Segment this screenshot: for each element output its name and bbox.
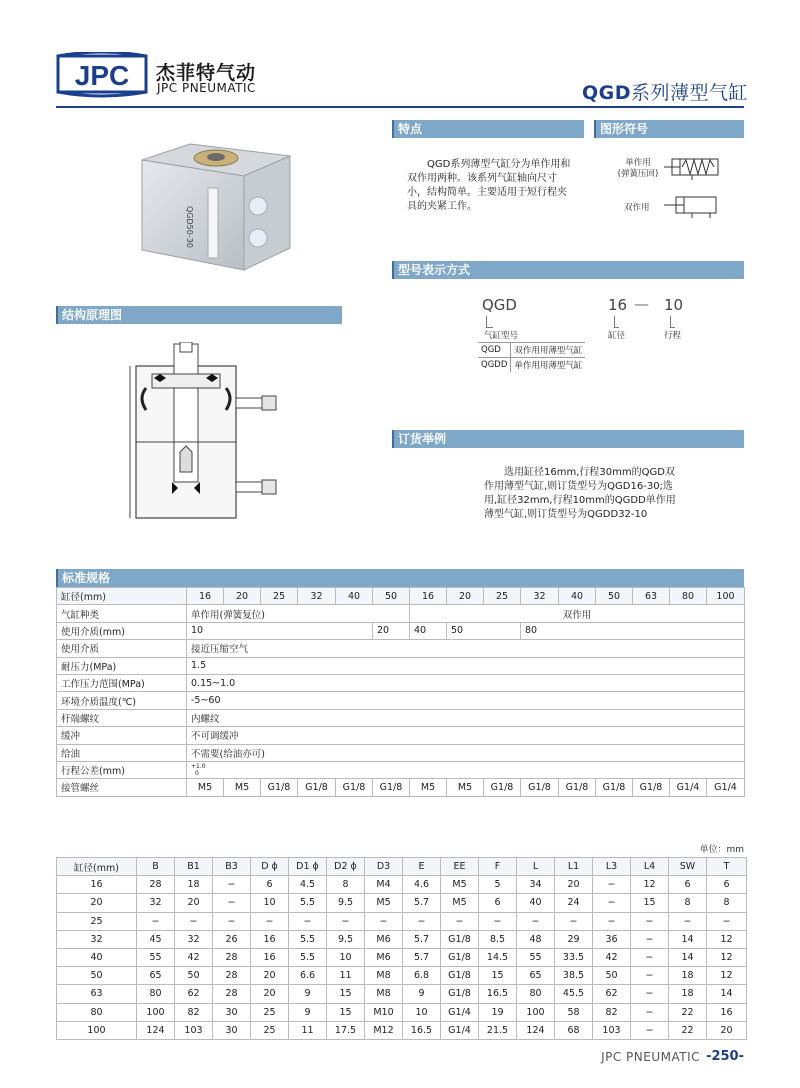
dims-cell: 58: [555, 1003, 593, 1021]
dims-cell: 5.7: [403, 894, 441, 912]
dims-header-cell: B1: [175, 858, 213, 876]
dims-header-cell: L1: [555, 858, 593, 876]
symbols-heading: 图形符号: [594, 120, 744, 138]
spec-heading: 标准规格: [56, 569, 744, 587]
dims-header-cell: T: [707, 858, 747, 876]
table-row: [57, 948, 747, 966]
spec-row-port: [57, 779, 745, 796]
dims-cell: 80: [137, 985, 175, 1003]
dims-header-cell: D3: [365, 858, 403, 876]
dims-header-cell: B3: [213, 858, 251, 876]
spec-port-cell: G1/4: [670, 779, 707, 796]
table-row: [57, 1021, 747, 1039]
dims-cell: 42: [593, 948, 631, 966]
dims-header-cell: D2 ϕ: [327, 858, 365, 876]
single-acting-label: [617, 158, 659, 180]
spec-medium-value: 80: [521, 622, 745, 639]
spec-medium-value: 50: [447, 622, 521, 639]
dims-cell: 6.6: [289, 967, 327, 985]
spec-bore-cell: 63: [633, 588, 670, 605]
dims-cell: −: [707, 912, 747, 930]
dims-cell: M5: [441, 894, 479, 912]
dims-cell: 16: [251, 930, 289, 948]
dims-cell: −: [213, 876, 251, 894]
spec-bore-cell: 16: [187, 588, 224, 605]
spec-port-cell: M5: [187, 779, 224, 796]
dims-header-cell: L3: [593, 858, 631, 876]
dims-cell: 24: [555, 894, 593, 912]
dims-cell: 5.7: [403, 948, 441, 966]
dims-cell: 55: [517, 948, 555, 966]
dims-cell: 16: [707, 1003, 747, 1021]
title-code: QGD: [581, 82, 631, 104]
dims-cell: 10: [327, 948, 365, 966]
spec-lube-label: 给油: [57, 744, 187, 761]
product-photo: [130, 138, 300, 278]
spec-row-working: [57, 674, 745, 691]
spec-port-cell: G1/8: [373, 779, 410, 796]
dims-cell: 6: [669, 876, 707, 894]
stroke-label: 行程: [664, 331, 682, 341]
title-cn: 系列薄型气缸: [630, 82, 748, 104]
footer-brand: JPC PNEUMATIC: [601, 1050, 700, 1064]
spec-bore-cell: 32: [521, 588, 559, 605]
dims-cell: −: [631, 930, 669, 948]
dims-cell: 19: [479, 1003, 517, 1021]
dims-cell: 14: [669, 948, 707, 966]
dims-cell: 4.6: [403, 876, 441, 894]
spec-bore-cell: 25: [484, 588, 521, 605]
dims-cell: M10: [365, 1003, 403, 1021]
spec-row-bore: [57, 588, 745, 605]
spec-row-temp: [57, 692, 745, 709]
dims-cell: 25: [251, 1021, 289, 1039]
double-acting-label: 双作用: [624, 203, 650, 213]
model-dash: —: [634, 295, 649, 313]
spec-bore-cell: 40: [336, 588, 373, 605]
dims-cell: 36: [593, 930, 631, 948]
spec-port-cell: G1/8: [298, 779, 336, 796]
dims-cell: 103: [175, 1021, 213, 1039]
dims-cell: 20: [707, 1021, 747, 1039]
dims-cell: −: [441, 912, 479, 930]
dims-cell: 103: [593, 1021, 631, 1039]
spec-row-tolerance: [57, 761, 745, 778]
dims-cell: 22: [669, 1021, 707, 1039]
dims-cell: 50: [57, 967, 137, 985]
dims-header-cell: E: [403, 858, 441, 876]
dims-cell: −: [327, 912, 365, 930]
dims-cell: 100: [57, 1021, 137, 1039]
dims-cell: −: [403, 912, 441, 930]
dims-cell: 80: [57, 1003, 137, 1021]
dims-cell: 29: [555, 930, 593, 948]
dims-cell: 124: [517, 1021, 555, 1039]
dims-cell: −: [251, 912, 289, 930]
dims-cell: 30: [213, 1003, 251, 1021]
dims-header-cell: F: [479, 858, 517, 876]
dims-cell: 6: [251, 876, 289, 894]
model-type-code: QGDD: [478, 358, 511, 373]
dims-header-cell: EE: [441, 858, 479, 876]
dims-cell: 15: [631, 894, 669, 912]
dims-cell: −: [631, 985, 669, 1003]
spec-port-cell: G1/8: [261, 779, 298, 796]
spec-proof-value: 1.5: [187, 657, 745, 674]
brand-name-cn: 杰菲特气动: [156, 62, 257, 84]
spec-row-lube: [57, 744, 745, 761]
dims-cell: 8: [327, 876, 365, 894]
dims-cell: 16: [57, 876, 137, 894]
spec-bore-cell: 80: [670, 588, 707, 605]
dims-cell: 28: [213, 948, 251, 966]
dims-cell: −: [631, 1003, 669, 1021]
title-rule: [56, 106, 744, 108]
dims-cell: 80: [517, 985, 555, 1003]
spec-port-cell: G1/8: [596, 779, 633, 796]
dims-cell: 8: [669, 894, 707, 912]
table-row: [57, 985, 747, 1003]
table-row: [57, 894, 747, 912]
dims-header-cell: D1 ϕ: [289, 858, 327, 876]
dims-table: [56, 857, 747, 1040]
spec-bore-cell: 20: [447, 588, 484, 605]
dims-cell: 9.5: [327, 894, 365, 912]
dims-cell: −: [175, 912, 213, 930]
dims-cell: M12: [365, 1021, 403, 1039]
dims-cell: −: [593, 876, 631, 894]
model-code-bracket: [486, 316, 493, 328]
single-acting-line1: 单作用: [625, 158, 651, 168]
dims-cell: 16: [251, 948, 289, 966]
spec-proof-label: 耐压力(MPa): [57, 657, 187, 674]
dims-cell: M6: [365, 948, 403, 966]
spec-port-cell: G1/4: [707, 779, 745, 796]
dims-unit: 单位：mm: [699, 845, 744, 855]
dims-cell: −: [593, 894, 631, 912]
dims-cell: −: [289, 912, 327, 930]
spec-port-cell: G1/8: [521, 779, 559, 796]
bore-bracket: [614, 316, 619, 328]
single-acting-line2: (弹簧压回): [617, 169, 659, 179]
dims-header-cell: D ϕ: [251, 858, 289, 876]
spec-port-cell: M5: [224, 779, 261, 796]
dims-cell: 10: [251, 894, 289, 912]
dims-cell: G1/8: [441, 985, 479, 1003]
dims-cell: 11: [289, 1021, 327, 1039]
ordering-heading: 订货举例: [392, 430, 744, 448]
dims-cell: G1/8: [441, 930, 479, 948]
dims-cell: 15: [327, 985, 365, 1003]
spec-bore-cell: 20: [224, 588, 261, 605]
dims-cell: 28: [213, 967, 251, 985]
dims-cell: 9: [289, 1003, 327, 1021]
dims-cell: 17.5: [327, 1021, 365, 1039]
spec-medium-value: 20: [373, 622, 410, 639]
dims-cell: 12: [707, 948, 747, 966]
dims-cell: M8: [365, 967, 403, 985]
dims-cell: 62: [175, 985, 213, 1003]
dims-cell: 42: [175, 948, 213, 966]
dims-cell: M5: [441, 876, 479, 894]
dims-cell: 15: [479, 967, 517, 985]
dims-cell: 26: [213, 930, 251, 948]
spec-row-type: [57, 605, 745, 622]
dims-cell: −: [213, 894, 251, 912]
dims-cell: −: [593, 912, 631, 930]
dims-cell: 9: [289, 985, 327, 1003]
dims-cell: 15: [327, 1003, 365, 1021]
dims-cell: G1/8: [441, 948, 479, 966]
spec-tol-upper: +1.0: [191, 763, 206, 771]
brand-name-en: JPC PNEUMATIC: [157, 81, 256, 95]
spec-thread-label: 杆端螺纹: [57, 709, 187, 726]
dims-cell: 50: [175, 967, 213, 985]
spec-bore-label: 缸径(mm): [57, 588, 187, 605]
table-row: [57, 912, 747, 930]
single-acting-symbol-icon: [662, 155, 722, 185]
spec-type-label: 气缸种类: [57, 605, 187, 622]
product-label: QGD50-30: [185, 206, 194, 248]
spec-tol-lower: 0: [195, 770, 199, 778]
dims-cell: 9: [403, 985, 441, 1003]
spec-lube-value: 不需要(给油亦可): [187, 744, 745, 761]
spec-thread-value: 内螺纹: [187, 709, 745, 726]
dims-cell: 6: [707, 876, 747, 894]
bore-label: 缸径: [608, 331, 626, 341]
model-type-desc: 单作用用薄型气缸: [511, 358, 586, 373]
dims-cell: −: [669, 912, 707, 930]
dims-header-cell: L4: [631, 858, 669, 876]
dims-cell: 8: [707, 894, 747, 912]
jpc-logo: [56, 52, 148, 98]
model-type-row: [478, 358, 585, 373]
dims-cell: 22: [669, 1003, 707, 1021]
dims-cell: 82: [175, 1003, 213, 1021]
dims-cell: 20: [251, 967, 289, 985]
dims-cell: 82: [593, 1003, 631, 1021]
dims-cell: −: [631, 948, 669, 966]
dims-cell: 38.5: [555, 967, 593, 985]
dims-cell: 5.7: [403, 930, 441, 948]
dims-cell: 20: [555, 876, 593, 894]
table-row: [57, 930, 747, 948]
dims-cell: 48: [517, 930, 555, 948]
dims-cell: −: [365, 912, 403, 930]
dims-cell: 20: [57, 894, 137, 912]
spec-port-cell: M5: [410, 779, 447, 796]
spec-medium-value: 10: [187, 622, 373, 639]
dims-cell: 18: [669, 985, 707, 1003]
dims-cell: 5.5: [289, 894, 327, 912]
page-number: -250-: [706, 1049, 744, 1064]
spec-temp-label: 环境介质温度(℃): [57, 692, 187, 709]
spec-table: [56, 587, 745, 797]
dims-cell: 65: [137, 967, 175, 985]
dims-cell: 25: [57, 912, 137, 930]
spec-working-label: 工作压力范围(MPa): [57, 674, 187, 691]
spec-fluid-value: 接近压缩空气: [187, 640, 745, 657]
ordering-text: 选用缸径16mm,行程30mm的QGD双作用薄型气缸,则订货型号为QGD16-30;选用,缸径32mm,行程10mm的QGDD单作用薄型气缸,则订货型号为QGDD32-10: [484, 467, 676, 520]
dims-cell: 12: [631, 876, 669, 894]
table-row: [57, 1003, 747, 1021]
dims-cell: 5.5: [289, 930, 327, 948]
dims-cell: 12: [707, 967, 747, 985]
dims-cell: M5: [365, 894, 403, 912]
dims-header-row: [57, 858, 747, 876]
spec-bore-cell: 100: [707, 588, 745, 605]
dims-cell: 55: [137, 948, 175, 966]
spec-row-cushion: [57, 727, 745, 744]
features-heading: 特点: [392, 120, 584, 138]
dims-cell: 40: [517, 894, 555, 912]
dims-cell: 28: [137, 876, 175, 894]
spec-bore-cell: 50: [373, 588, 410, 605]
model-code: QGD: [482, 296, 517, 314]
spec-cushion-label: 缓冲: [57, 727, 187, 744]
spec-bore-cell: 25: [261, 588, 298, 605]
dims-cell: 5: [479, 876, 517, 894]
dims-cell: −: [631, 1021, 669, 1039]
spec-bore-cell: 50: [596, 588, 633, 605]
dims-cell: 45.5: [555, 985, 593, 1003]
dims-cell: 9.5: [327, 930, 365, 948]
dims-cell: 14: [707, 985, 747, 1003]
spec-tol-value: [187, 761, 745, 778]
spec-port-label: 接管螺丝: [57, 779, 187, 796]
dims-header-cell: 缸径(mm): [57, 858, 137, 876]
dims-cell: 40: [57, 948, 137, 966]
spec-port-cell: G1/8: [336, 779, 373, 796]
dims-cell: 33.5: [555, 948, 593, 966]
dims-cell: 65: [517, 967, 555, 985]
spec-row-thread: [57, 709, 745, 726]
spec-row-fluid: [57, 640, 745, 657]
dims-cell: 62: [593, 985, 631, 1003]
dims-cell: 12: [707, 930, 747, 948]
dims-cell: 14: [669, 930, 707, 948]
dims-cell: 16.5: [479, 985, 517, 1003]
dims-cell: 30: [213, 1021, 251, 1039]
structure-heading: 结构原理图: [56, 306, 342, 324]
model-stroke: 10: [664, 296, 684, 314]
dims-cell: 16.5: [403, 1021, 441, 1039]
spec-bore-cell: 16: [410, 588, 447, 605]
dims-cell: 63: [57, 985, 137, 1003]
spec-medium-value: 40: [410, 622, 447, 639]
dims-header-cell: SW: [669, 858, 707, 876]
type-label: 气缸型号: [484, 331, 519, 341]
spec-cushion-value: 不可调缓冲: [187, 727, 745, 744]
dims-cell: −: [137, 912, 175, 930]
dims-cell: −: [631, 967, 669, 985]
dims-cell: −: [479, 912, 517, 930]
dims-cell: 8.5: [479, 930, 517, 948]
dims-cell: 68: [555, 1021, 593, 1039]
dims-cell: 5.5: [289, 948, 327, 966]
spec-type-single: 单作用(弹簧复位): [187, 605, 410, 622]
features-text: QGD系列薄型气缸分为单作用和双作用两种。该系列气缸轴向尺寸小，结构简单。主要适用于短行程夹具的夹紧工作。: [407, 159, 571, 212]
model-type-table: [478, 342, 585, 372]
spec-row-medium: [57, 622, 745, 639]
dims-cell: M4: [365, 876, 403, 894]
dims-cell: 11: [327, 967, 365, 985]
dims-cell: −: [213, 912, 251, 930]
dims-cell: 28: [213, 985, 251, 1003]
dims-cell: 34: [517, 876, 555, 894]
dims-cell: 45: [137, 930, 175, 948]
dims-cell: 25: [251, 1003, 289, 1021]
dims-cell: 20: [251, 985, 289, 1003]
dims-cell: 32: [175, 930, 213, 948]
structure-diagram: [128, 342, 293, 526]
dims-header-cell: B: [137, 858, 175, 876]
spec-type-double: 双作用: [410, 605, 745, 622]
dims-cell: 124: [137, 1021, 175, 1039]
model-code-heading: 型号表示方式: [392, 261, 744, 279]
dims-header-cell: L: [517, 858, 555, 876]
page-title: [582, 78, 748, 105]
spec-port-cell: M5: [447, 779, 484, 796]
dims-cell: 4.5: [289, 876, 327, 894]
dims-cell: 100: [137, 1003, 175, 1021]
dims-cell: 14.5: [479, 948, 517, 966]
dims-cell: 32: [57, 930, 137, 948]
dims-cell: M8: [365, 985, 403, 1003]
dims-cell: −: [555, 912, 593, 930]
spec-port-cell: G1/8: [484, 779, 521, 796]
stroke-bracket: [670, 316, 675, 328]
dims-cell: 6.8: [403, 967, 441, 985]
spec-port-cell: G1/8: [559, 779, 596, 796]
table-row: [57, 876, 747, 894]
dims-cell: 10: [403, 1003, 441, 1021]
spec-tol-label: 行程公差(mm): [57, 761, 187, 778]
dims-cell: 20: [175, 894, 213, 912]
spec-row-proof: [57, 657, 745, 674]
spec-temp-value: -5~60: [187, 692, 745, 709]
dims-cell: M6: [365, 930, 403, 948]
model-type-desc: 双作用用薄型气缸: [511, 343, 586, 358]
spec-working-value: 0.15~1.0: [187, 674, 745, 691]
dims-cell: G1/8: [441, 967, 479, 985]
spec-port-cell: G1/8: [633, 779, 670, 796]
dims-cell: 6: [479, 894, 517, 912]
spec-fluid-label: 使用介质: [57, 640, 187, 657]
model-bore: 16: [608, 296, 628, 314]
dims-cell: −: [517, 912, 555, 930]
dims-cell: 18: [669, 967, 707, 985]
dims-cell: −: [631, 912, 669, 930]
model-type-code: QGD: [478, 343, 511, 358]
dims-cell: G1/4: [441, 1003, 479, 1021]
dims-cell: 32: [137, 894, 175, 912]
spec-bore-cell: 40: [559, 588, 596, 605]
spec-bore-cell: 32: [298, 588, 336, 605]
model-type-row: [478, 343, 585, 358]
spec-medium-label: 使用介质(mm): [57, 622, 187, 639]
double-acting-symbol-icon: [662, 193, 722, 223]
dims-cell: G1/4: [441, 1021, 479, 1039]
dims-cell: 100: [517, 1003, 555, 1021]
dims-cell: 18: [175, 876, 213, 894]
dims-cell: 50: [593, 967, 631, 985]
logo-text: JPC: [74, 60, 130, 91]
dims-cell: 21.5: [479, 1021, 517, 1039]
table-row: [57, 967, 747, 985]
